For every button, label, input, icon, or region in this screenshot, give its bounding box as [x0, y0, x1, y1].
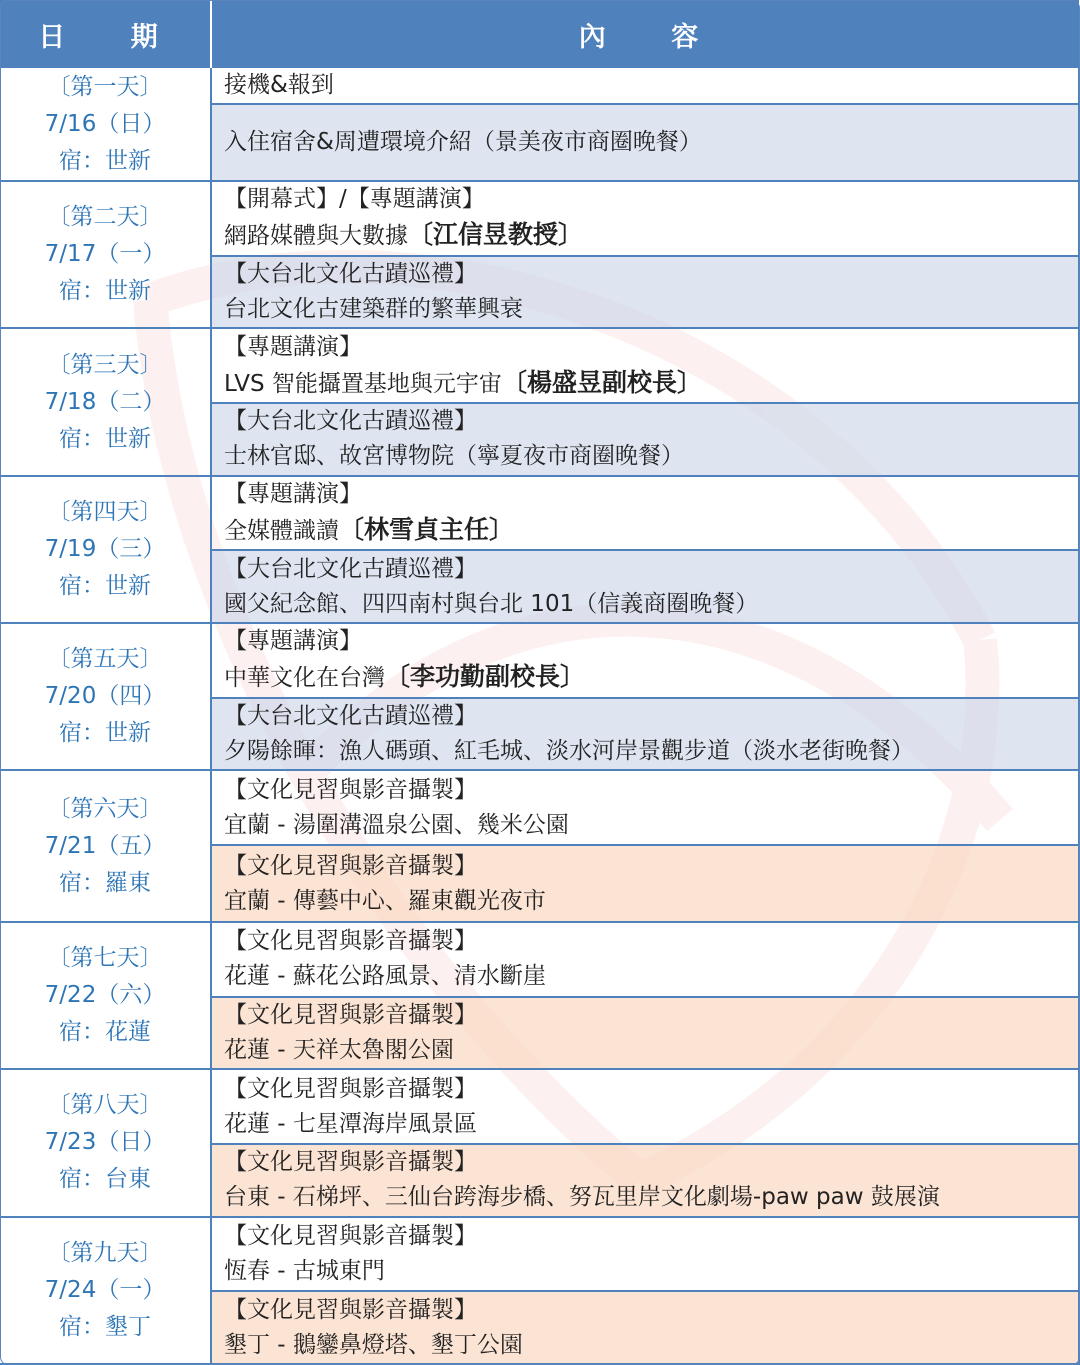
activity-detail: 花蓮 - 蘇花公路風景、清水斷崖 — [224, 963, 546, 990]
schedule-row — [0, 328, 1079, 403]
activity-title: 【文化見習與影音攝製】 — [224, 1001, 477, 1028]
activity-cell — [211, 104, 1079, 181]
activity-detail-line — [224, 808, 1078, 843]
activity-cell — [211, 698, 1079, 771]
activity-title: 【專題講演】 — [224, 333, 362, 360]
activity-detail-line — [224, 1180, 1078, 1215]
activity-title: 【文化見習與影音攝製】 — [224, 852, 477, 879]
day-stay: 宿：世新 — [59, 425, 151, 452]
activity-cell — [211, 476, 1079, 551]
activity-cell — [211, 403, 1079, 476]
speaker-name: 〔江信昱教授〕 — [408, 220, 584, 250]
activity-cell — [211, 256, 1079, 329]
activity-detail-line — [224, 587, 1078, 622]
activity-detail-line — [224, 439, 1078, 474]
activity-cell — [211, 1069, 1079, 1144]
activity-title: 【文化見習與影音攝製】 — [224, 1296, 477, 1323]
activity-detail: 全媒體識讀 — [224, 518, 339, 545]
day-date: 7/21（五） — [44, 832, 166, 859]
activity-detail: 國父紀念館、四四南村與台北 101（信義商圈晚餐） — [224, 590, 759, 617]
activity-detail: 士林官邸、故宮博物院（寧夏夜市商圈晚餐） — [224, 443, 684, 470]
speaker-name: 〔楊盛昱副校長〕 — [501, 367, 702, 397]
activity-cell — [211, 328, 1079, 403]
day-stay: 宿：世新 — [59, 147, 151, 174]
day-cell — [0, 68, 211, 181]
day-cell — [0, 328, 211, 475]
day-cell — [0, 181, 211, 328]
day-date: 7/20（四） — [44, 683, 166, 710]
activity-detail: 宜蘭 - 湯圍溝溫泉公園、幾米公園 — [224, 811, 569, 838]
activity-detail-line — [224, 365, 1078, 402]
activity-cell — [211, 1291, 1079, 1364]
day-date: 7/24（一） — [44, 1276, 166, 1303]
speaker-name: 〔林雪貞主任〕 — [339, 515, 515, 545]
activity-detail-line — [224, 217, 1078, 254]
day-cell — [0, 476, 211, 623]
activity-title: 入住宿舍&周遭環境介紹（景美夜市商圈晚餐） — [224, 129, 702, 156]
activity-title: 【文化見習與影音攝製】 — [224, 1149, 477, 1176]
activity-cell — [211, 1144, 1079, 1217]
activity-detail: 花蓮 - 天祥太魯閣公園 — [224, 1036, 454, 1063]
activity-detail-line — [224, 959, 1078, 994]
activity-title: 【文化見習與影音攝製】 — [224, 776, 477, 803]
schedule-row — [0, 922, 1079, 997]
activity-detail: 網路媒體與大數據 — [224, 223, 408, 250]
content-column-header: 內 容 — [211, 0, 1079, 68]
day-date: 7/18（二） — [44, 388, 166, 415]
schedule-body — [0, 68, 1079, 1364]
activity-detail-line — [224, 659, 1078, 696]
activity-detail: 墾丁 - 鵝鑾鼻燈塔、墾丁公園 — [224, 1331, 523, 1358]
day-label: 〔第二天〕 — [47, 204, 163, 231]
activity-cell — [211, 623, 1079, 698]
day-date: 7/16（日） — [44, 110, 166, 137]
activity-title: 【大台北文化古蹟巡禮】 — [224, 408, 477, 435]
day-label: 〔第五天〕 — [47, 646, 163, 673]
day-stay: 宿：世新 — [59, 720, 151, 747]
speaker-name: 〔李功勤副校長〕 — [385, 662, 586, 692]
day-cell — [0, 922, 211, 1069]
day-stay: 宿：台東 — [59, 1166, 151, 1193]
activity-title: 【專題講演】 — [224, 628, 362, 655]
schedule-row — [0, 68, 1079, 104]
day-date: 7/19（三） — [44, 535, 166, 562]
day-label: 〔第四天〕 — [47, 498, 163, 525]
activity-detail: 花蓮 - 七星潭海岸風景區 — [224, 1110, 477, 1137]
header-row — [0, 0, 1079, 68]
activity-detail-line — [224, 884, 1078, 919]
activity-detail-line — [224, 734, 1078, 769]
day-cell — [0, 623, 211, 770]
day-date: 7/22（六） — [44, 982, 166, 1009]
activity-cell — [211, 922, 1079, 997]
schedule-row — [0, 1217, 1079, 1292]
day-label: 〔第九天〕 — [47, 1239, 163, 1266]
activity-title: 【大台北文化古蹟巡禮】 — [224, 261, 477, 288]
activity-cell — [211, 770, 1079, 845]
activity-detail-line — [224, 512, 1078, 549]
date-column-header: 日 期 — [0, 0, 211, 68]
activity-title: 【大台北文化古蹟巡禮】 — [224, 703, 477, 730]
schedule-row — [0, 1069, 1079, 1144]
activity-cell — [211, 1217, 1079, 1292]
activity-detail: 台北文化古建築群的繁華興衰 — [224, 296, 523, 323]
day-date: 7/23（日） — [44, 1129, 166, 1156]
day-label: 〔第三天〕 — [47, 351, 163, 378]
day-stay: 宿：世新 — [59, 278, 151, 305]
schedule-row — [0, 181, 1079, 256]
day-label: 〔第七天〕 — [47, 945, 163, 972]
activity-detail-line — [224, 1328, 1078, 1363]
schedule-row — [0, 623, 1079, 698]
activity-cell — [211, 845, 1079, 922]
schedule-row — [0, 770, 1079, 845]
day-stay: 宿：墾丁 — [59, 1313, 151, 1340]
activity-title: 【文化見習與影音攝製】 — [224, 1075, 477, 1102]
activity-detail: 台東 - 石梯坪、三仙台跨海步橋、努瓦里岸文化劇場-paw paw 鼓展演 — [224, 1184, 940, 1211]
day-label: 〔第六天〕 — [47, 795, 163, 822]
schedule-row — [0, 476, 1079, 551]
activity-cell — [211, 181, 1079, 256]
day-stay: 宿：世新 — [59, 572, 151, 599]
activity-detail: 中華文化在台灣 — [224, 665, 385, 692]
activity-title: 【開幕式】/【專題講演】 — [224, 186, 485, 213]
day-cell — [0, 770, 211, 921]
activity-cell — [211, 550, 1079, 623]
activity-detail-line — [224, 1107, 1078, 1142]
activity-detail-line — [224, 1254, 1078, 1289]
activity-title: 【文化見習與影音攝製】 — [224, 1222, 477, 1249]
activity-detail-line — [224, 1033, 1078, 1068]
day-cell — [0, 1069, 211, 1216]
activity-detail-line — [224, 292, 1078, 327]
day-date: 7/17（一） — [44, 241, 166, 268]
activity-title: 【文化見習與影音攝製】 — [224, 928, 477, 955]
activity-title: 接機&報到 — [224, 72, 334, 99]
day-stay: 宿：羅東 — [59, 869, 151, 896]
day-label: 〔第一天〕 — [47, 73, 163, 100]
day-cell — [0, 1217, 211, 1364]
activity-detail: 夕陽餘暉：漁人碼頭、紅毛城、淡水河岸景觀步道（淡水老街晚餐） — [224, 738, 914, 765]
activity-detail: 恆春 - 古城東門 — [224, 1257, 385, 1284]
activity-cell — [211, 997, 1079, 1070]
activity-title: 【大台北文化古蹟巡禮】 — [224, 555, 477, 582]
activity-detail: LVS 智能攝置基地與元宇宙 — [224, 370, 502, 397]
activity-detail: 宜蘭 - 傳藝中心、羅東觀光夜市 — [224, 887, 546, 914]
activity-cell — [211, 68, 1079, 104]
day-stay: 宿：花蓮 — [59, 1019, 151, 1046]
day-label: 〔第八天〕 — [47, 1092, 163, 1119]
activity-title: 【專題講演】 — [224, 481, 362, 508]
